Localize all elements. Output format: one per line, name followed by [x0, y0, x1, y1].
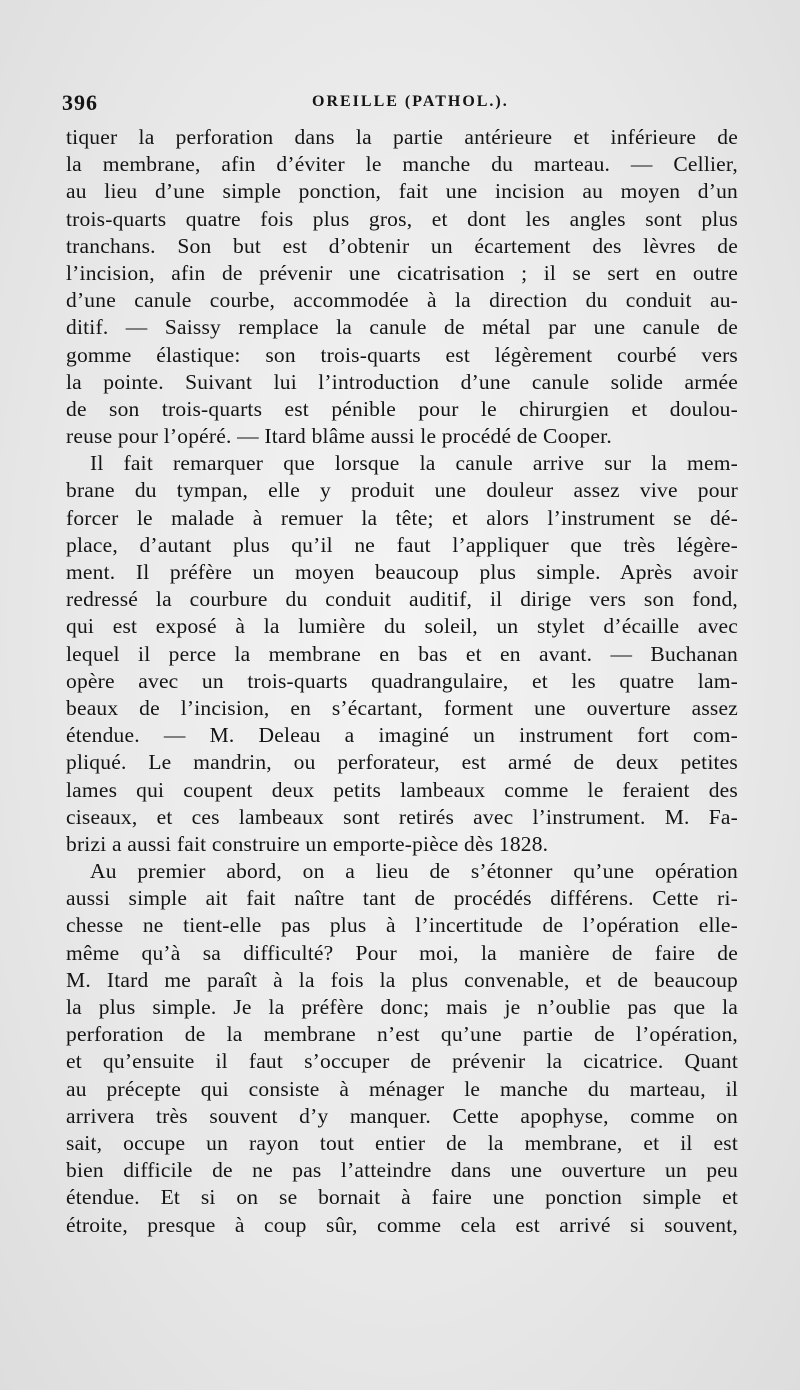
text-line: de son trois-quarts est pénible pour le chirurgien et doulou- [66, 396, 738, 421]
paragraph [66, 858, 738, 1239]
text-line: lequel il perce la membrane en bas et en avant. — Buchanan [66, 641, 738, 666]
text-line: redressé la courbure du conduit auditif, il dirige vers son fond, [66, 587, 738, 612]
text-line: Au premier abord, on a lieu de s’étonner qu’une opération [90, 859, 738, 884]
text-line: tranchans. Son but est d’obtenir un écartement des lèvres de [66, 233, 738, 258]
text-line: brane du tympan, elle y produit une douleur assez vive pour [66, 478, 738, 503]
text-line: gomme élastique: son trois-quarts est légèrement courbé vers [66, 342, 738, 367]
text-line: lames qui coupent deux petits lambeaux comme le feraient des [66, 777, 738, 802]
text-line: la membrane, afin d’éviter le manche du marteau. — Cellier, [66, 152, 738, 177]
text-line: M. Itard me paraît à la fois la plus convenable, et de beaucoup [66, 967, 738, 992]
text-line: Il fait remarquer que lorsque la canule arrive sur la mem- [90, 451, 738, 476]
text-line: chesse ne tient-elle pas plus à l’incertitude de l’opération elle- [66, 913, 738, 938]
paragraph [66, 450, 738, 858]
text-line: étendue. Et si on se bornait à faire une ponction simple et [66, 1185, 738, 1210]
text-line: et qu’ensuite il faut s’occuper de prévenir la cicatrice. Quant [66, 1049, 738, 1074]
text-line: aussi simple ait fait naître tant de procédés différens. Cette ri- [66, 886, 738, 911]
text-line: reuse pour l’opéré. — Itard blâme aussi le procédé de Cooper. [66, 424, 612, 449]
text-line: perforation de la membrane n’est qu’une partie de l’opération, [66, 1022, 738, 1047]
text-line: l’incision, afin de prévenir une cicatrisation ; il se sert en outre [66, 260, 738, 285]
text-line: ciseaux, et ces lambeaux sont retirés avec l’instrument. M. Fa- [66, 804, 738, 829]
text-line: bien difficile de ne pas l’atteindre dans une ouverture un peu [66, 1158, 738, 1183]
body-text [66, 124, 738, 1239]
page-number: 396 [62, 90, 98, 115]
text-line: au précepte qui consiste à ménager le manche du marteau, il [66, 1076, 738, 1101]
text-line: brizi a aussi fait construire un emporte-pièce dès 1828. [66, 831, 549, 856]
text-line: beaux de l’incision, en s’écartant, forment une ouverture assez [66, 695, 738, 720]
text-line: d’une canule courbe, accommodée à la direction du conduit au- [66, 288, 738, 313]
text-line: étroite, presque à coup sûr, comme cela est arrivé si souvent, [66, 1212, 738, 1237]
paragraph [66, 124, 738, 450]
text-line: opère avec un trois-quarts quadrangulaire, et les quatre lam- [66, 668, 738, 693]
text-line: sait, occupe un rayon tout entier de la membrane, et il est [66, 1130, 738, 1155]
text-line: trois-quarts quatre fois plus gros, et dont les angles sont plus [66, 206, 738, 231]
text-line: pliqué. Le mandrin, ou perforateur, est armé de deux petites [66, 750, 738, 775]
page-header [60, 90, 740, 118]
running-title: OREILLE (PATHOL.). [312, 93, 509, 110]
text-line: qui est exposé à la lumière du soleil, un stylet d’écaille avec [66, 614, 738, 639]
text-line: au lieu d’une simple ponction, fait une incision au moyen d’un [66, 179, 738, 204]
text-line: tiquer la perforation dans la partie antérieure et inférieure de [66, 125, 738, 149]
text-line: ditif. — Saissy remplace la canule de métal par une canule de [66, 315, 738, 340]
text-line: étendue. — M. Deleau a imaginé un instrument fort com- [66, 723, 738, 748]
text-line: la pointe. Suivant lui l’introduction d’une canule solide armée [66, 369, 738, 394]
text-line: ment. Il préfère un moyen beaucoup plus simple. Après avoir [66, 560, 738, 584]
text-line: arrivera très souvent d’y manquer. Cette apophyse, comme on [66, 1103, 738, 1128]
text-line: la plus simple. Je la préfère donc; mais je n’oublie pas que la [66, 995, 738, 1019]
text-line: forcer le malade à remuer la tête; et alors l’instrument se dé- [66, 505, 738, 530]
text-line: même qu’à sa difficulté? Pour moi, la manière de faire de [66, 940, 738, 965]
text-line: place, d’autant plus qu’il ne faut l’appliquer que très légère- [66, 532, 738, 557]
